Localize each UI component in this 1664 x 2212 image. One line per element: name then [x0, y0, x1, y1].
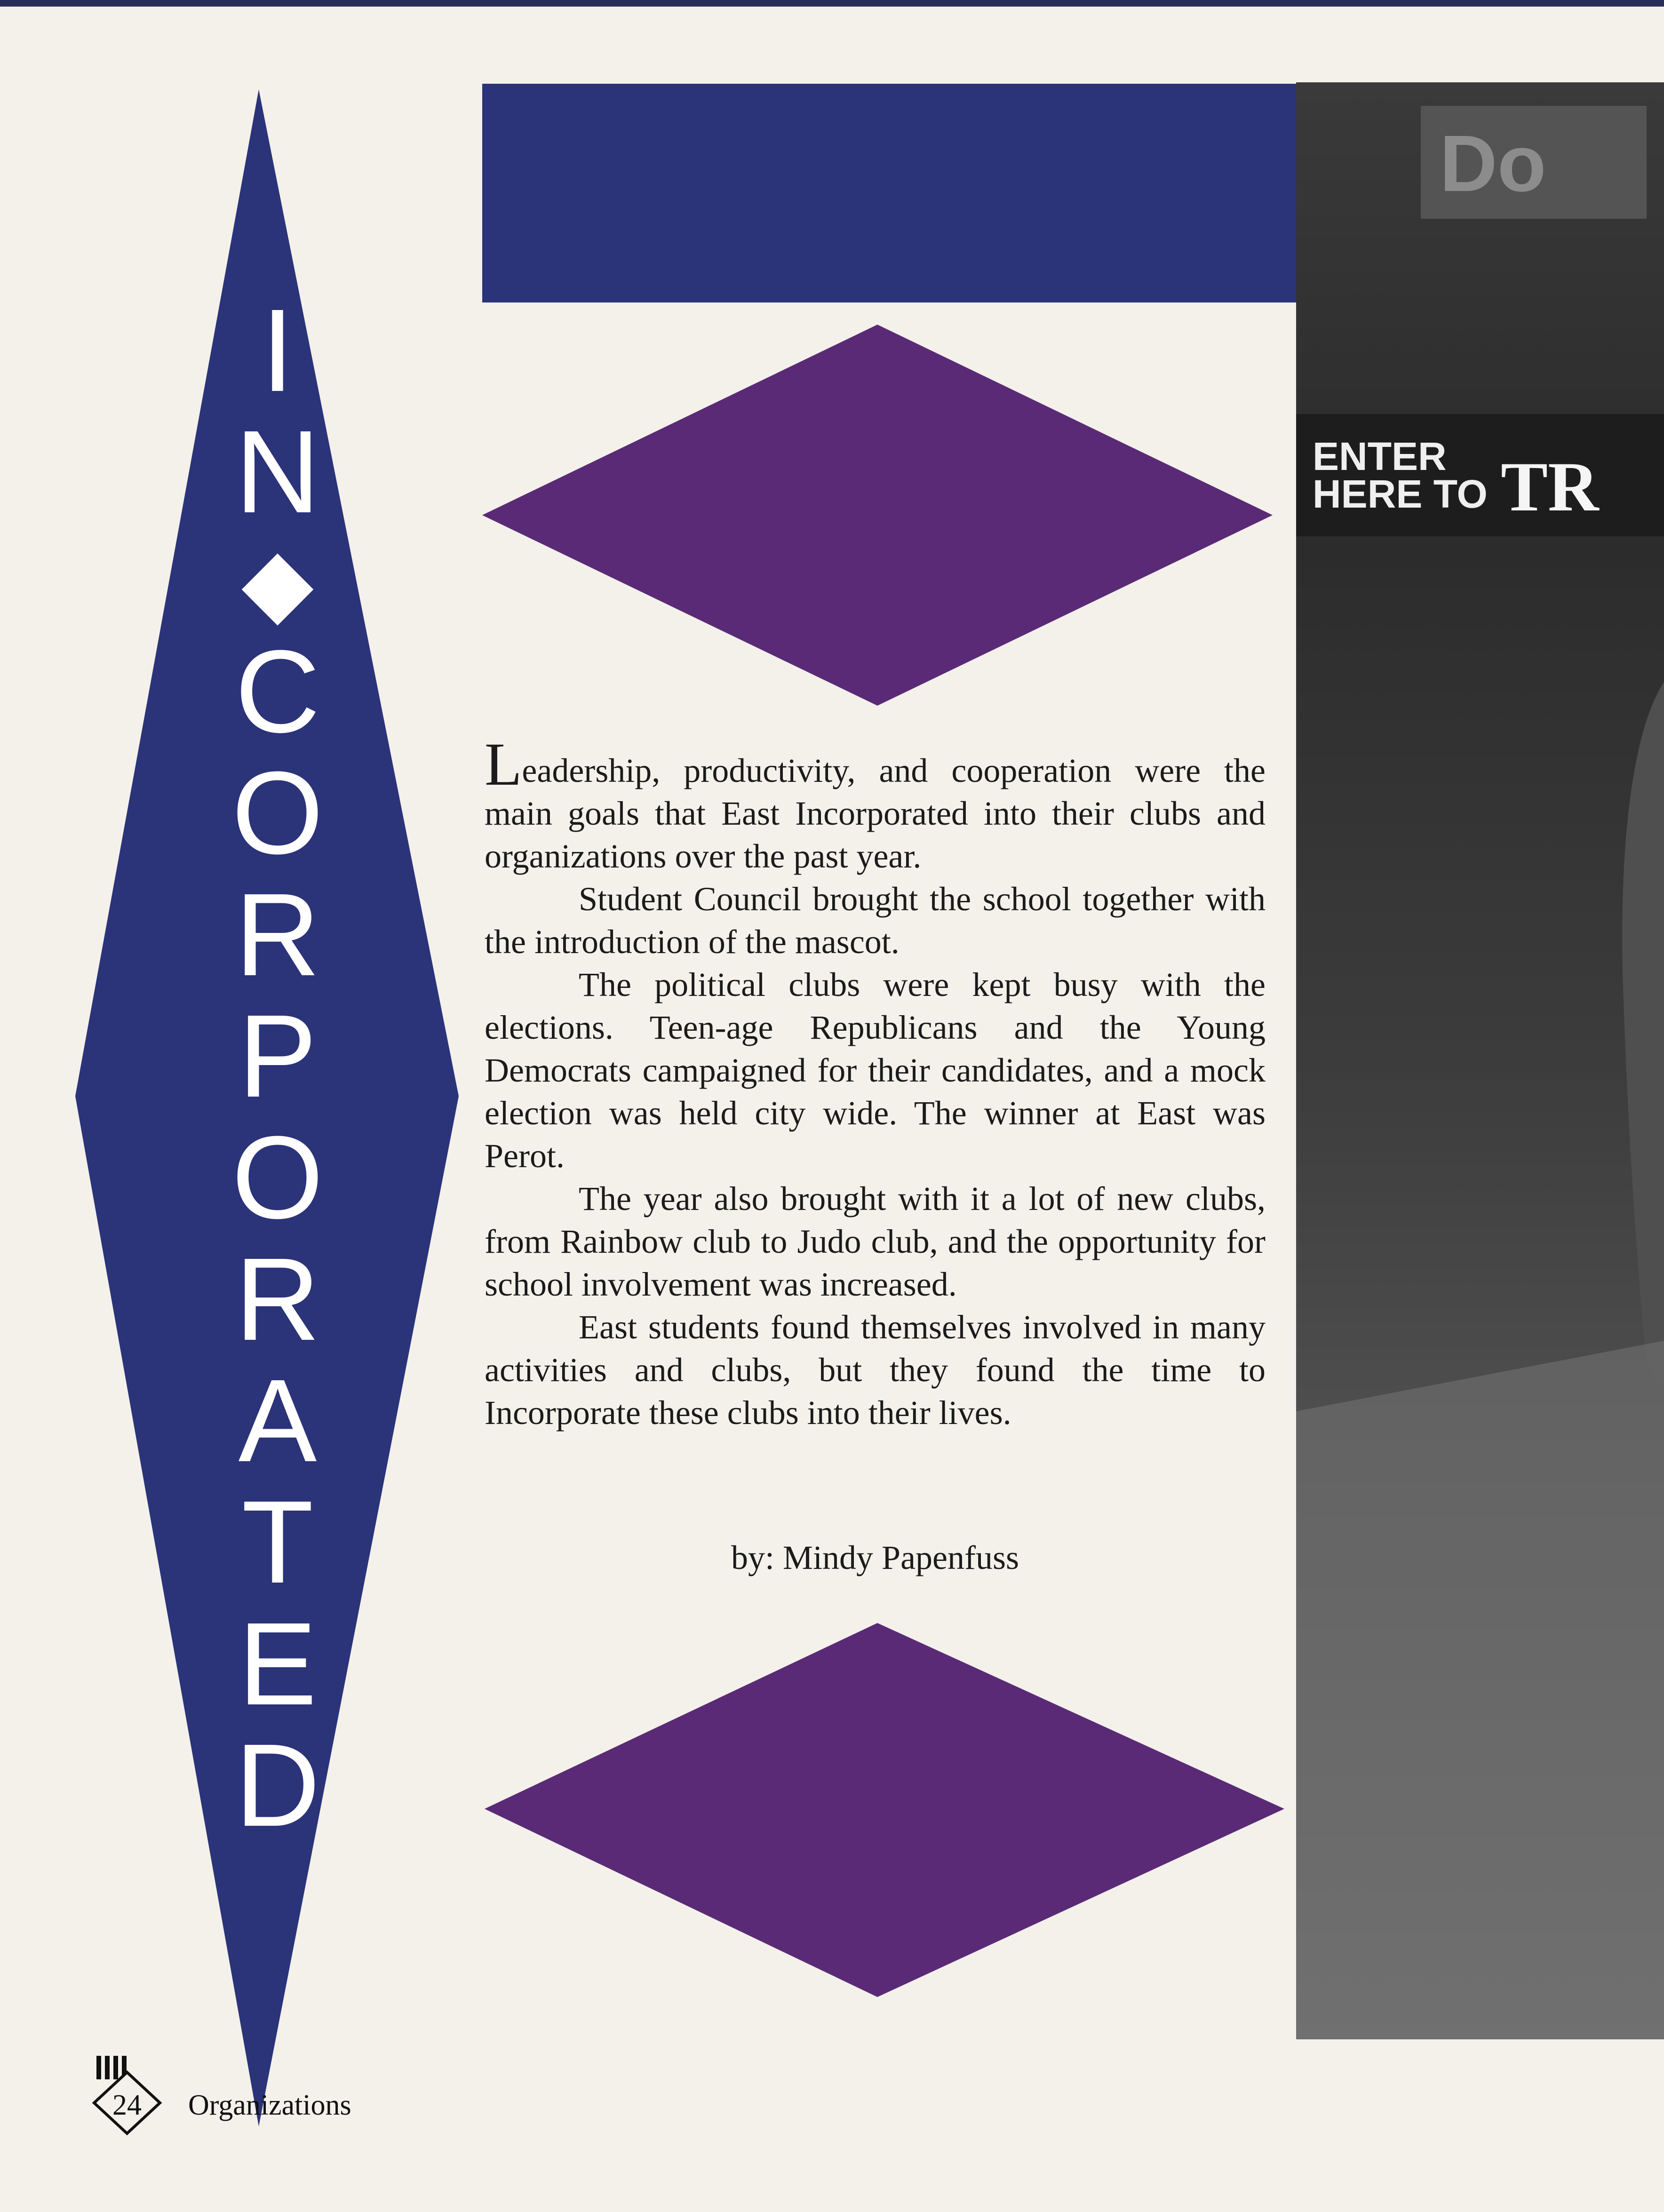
- incorporated-vertical-title: [202, 285, 353, 1851]
- sign-line-2: HERE TO: [1313, 472, 1488, 516]
- title-letter: R: [235, 1233, 320, 1365]
- title-letter: N: [235, 406, 320, 538]
- byline: by: Mindy Papenfuss: [731, 1539, 1019, 1576]
- title-letter: P: [238, 990, 317, 1122]
- title-letter: D: [235, 1719, 320, 1851]
- article-paragraph: The year also brought with it a lot of new clubs, from Rainbow club to Judo club, and the opportunity for school involvement was increased.: [485, 1180, 1266, 1303]
- drop-cap: L: [485, 731, 522, 798]
- photo-sign-top: Do: [1440, 119, 1546, 208]
- navy-header-bar: [482, 84, 1301, 302]
- diamond-separator-icon: ◆: [241, 529, 314, 634]
- article-paragraph: The political clubs were kept busy with the elections. Teen-age Republicans and the Young Democrats campaigned for their candidates, and a mock election was held city wide. The winner at East was Perot.: [485, 966, 1266, 1175]
- title-letter: A: [238, 1354, 317, 1486]
- section-label: Organizations: [188, 2089, 351, 2121]
- title-letter: E: [238, 1598, 317, 1729]
- purple-diamond-lower: [485, 1623, 1284, 1997]
- page-number: 24: [112, 2089, 142, 2121]
- article-paragraph: [485, 731, 1266, 878]
- title-letter: O: [231, 1112, 324, 1243]
- title-letter: R: [235, 868, 320, 1000]
- photo-sign-text: [1313, 434, 1488, 516]
- purple-diamond-upper: [482, 325, 1273, 706]
- article-paragraph: East students found themselves involved in many activities and clubs, but they found the time to Incorporate these clubs into their lives.: [485, 1308, 1266, 1432]
- article-paragraph: Student Council brought the school together with the introduction of the mascot.: [485, 880, 1266, 961]
- article-paragraph-text: eadership, productivity, and cooperation were the main goals that East Incorporated into their clubs and organizations over the past year.: [485, 752, 1266, 875]
- article-body: [485, 731, 1266, 1434]
- title-letter: I: [261, 285, 294, 416]
- title-letter: O: [231, 747, 324, 879]
- photo-overlay: [1296, 82, 1664, 2039]
- title-letter: C: [235, 625, 320, 757]
- sign-line-1: ENTER: [1313, 434, 1447, 478]
- photo-sign-large: TR: [1501, 448, 1599, 526]
- title-letter: T: [241, 1476, 314, 1608]
